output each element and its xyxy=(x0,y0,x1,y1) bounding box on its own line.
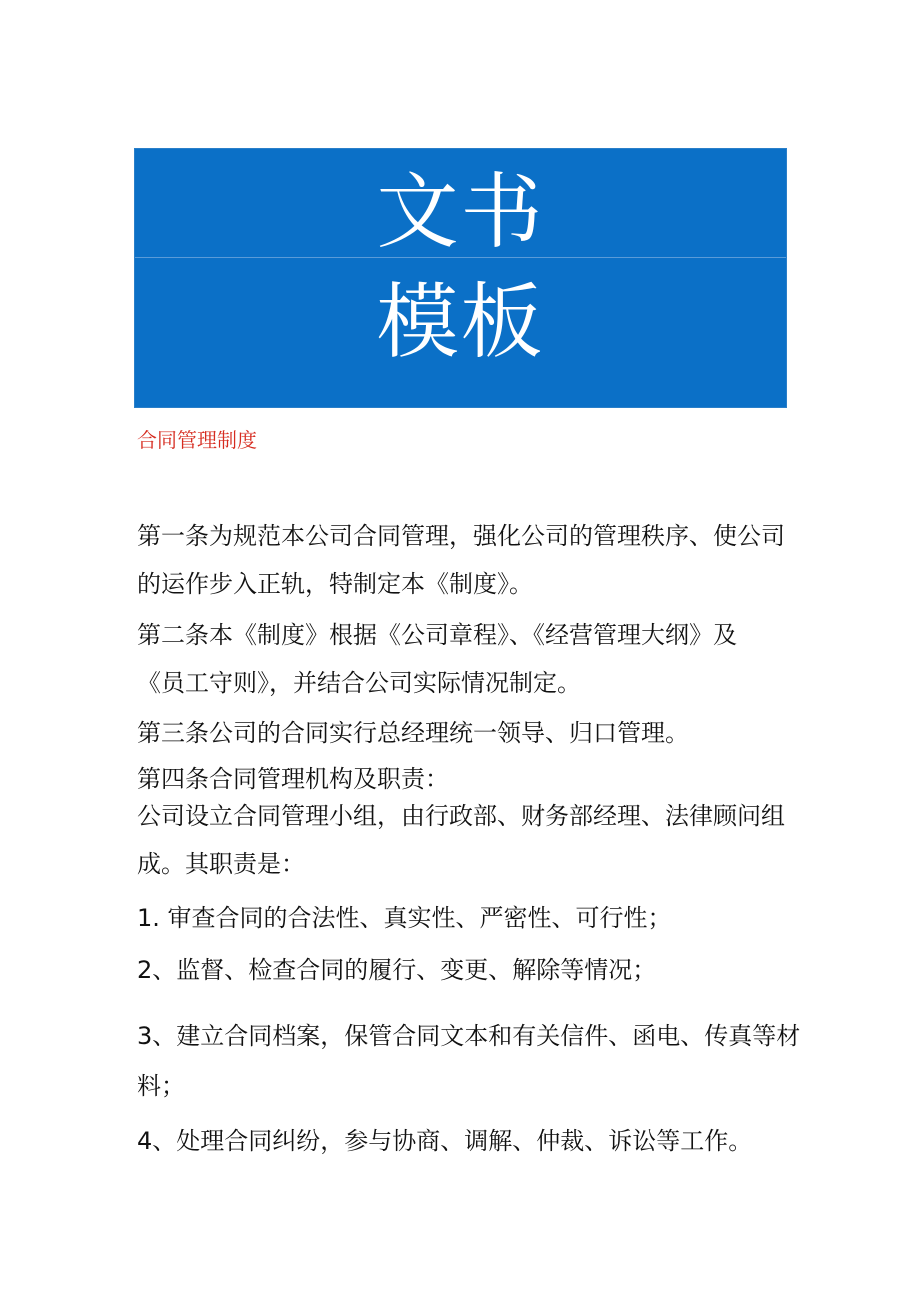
banner-title-line-1: 文书 xyxy=(376,165,545,260)
article-1-line-2: 的运作步入正轨，特制定本《制度》。 xyxy=(137,570,533,598)
article-4-heading: 第四条合同管理机构及职责： xyxy=(137,765,449,793)
article-4-line-1: 公司设立合同管理小组，由行政部、财务部经理、法律顾问组 xyxy=(137,802,785,830)
article-3: 第三条公司的合同实行总经理统一领导、归口管理。 xyxy=(137,719,689,747)
article-2-line-1: 第二条本《制度》根据《公司章程》、《经营管理大纲》及 xyxy=(137,621,737,649)
article-1-line-1: 第一条为规范本公司合同管理，强化公司的管理秩序、使公司 xyxy=(137,522,785,550)
cover-banner xyxy=(134,148,787,408)
duty-item-1: 1. 审查合同的合法性、真实性、严密性、可行性； xyxy=(137,904,672,932)
article-2-line-2: 《员工守则》，并结合公司实际情况制定。 xyxy=(137,669,581,697)
duty-item-3-line-2: 料； xyxy=(137,1072,185,1100)
document-title: 合同管理制度 xyxy=(137,428,257,452)
banner-title-line-2: 模板 xyxy=(376,275,545,370)
duty-item-4: 4、处理合同纠纷，参与协商、调解、仲裁、诉讼等工作。 xyxy=(137,1127,753,1155)
duty-item-2: 2、监督、检查合同的履行、变更、解除等情况； xyxy=(137,956,657,984)
article-4-line-2: 成。其职责是： xyxy=(137,850,305,878)
duty-item-3-line-1: 3、建立合同档案，保管合同文本和有关信件、函电、传真等材 xyxy=(137,1022,801,1050)
